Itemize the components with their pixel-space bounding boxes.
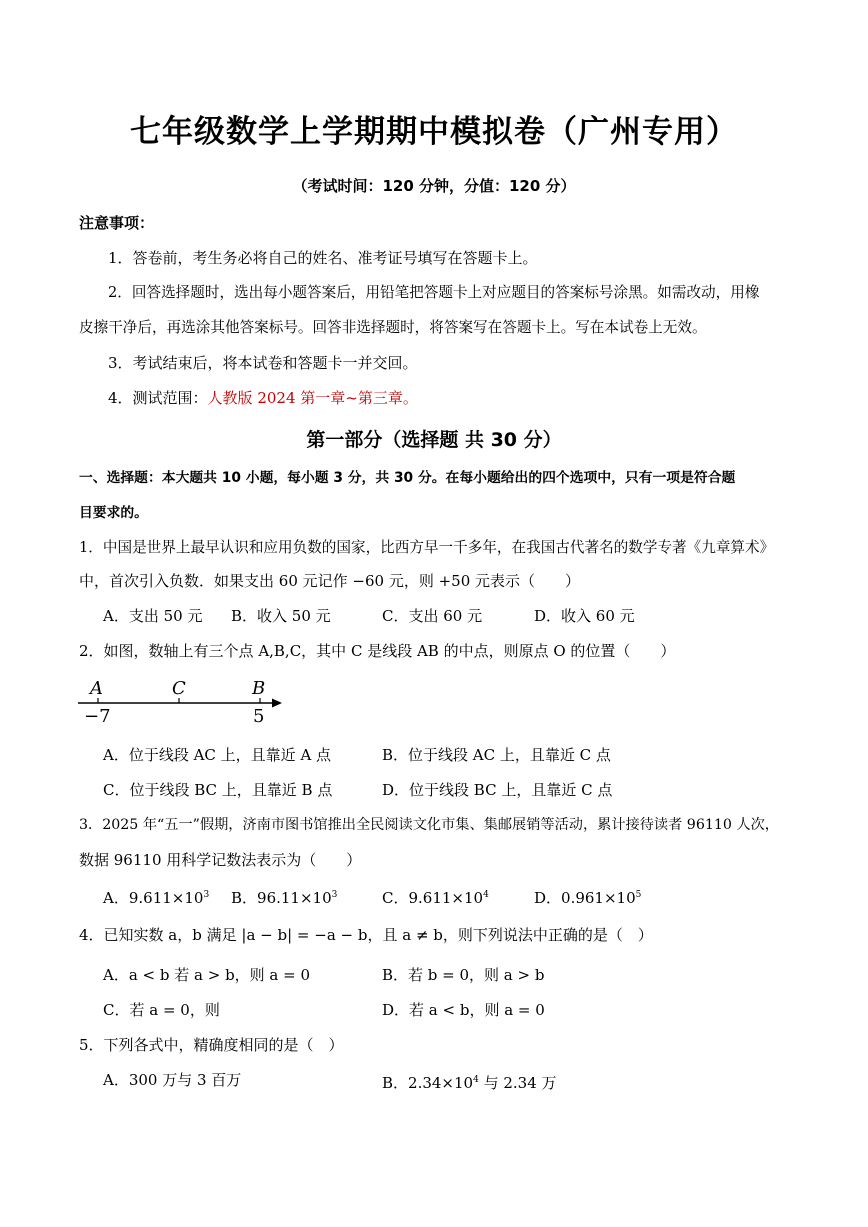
value-label-a: −7 — [84, 706, 111, 726]
q3-option-b-exponent: 3 — [331, 890, 338, 900]
q3-option-d-exponent: 5 — [635, 890, 642, 900]
q3-option-c-base: C．9.611×10 — [382, 889, 484, 907]
q5-option-b — [382, 1070, 557, 1093]
q4-option-b: B．若 b = 0，则 a > b — [382, 966, 545, 984]
q3-option-d — [534, 885, 641, 908]
q1-stem-line-2: 中，首次引入负数．如果支出 60 元记作 −60 元，则 +50 元表示（ ） — [79, 572, 581, 590]
q3-stem-line-2: 数据 96110 用科学记数法表示为（ ） — [79, 851, 362, 869]
q5-option-a: A．300 万与 3 百万 — [103, 1071, 242, 1089]
q3-option-c-exponent: 4 — [483, 890, 489, 900]
q1-option-a: A．支出 50 元 — [103, 607, 203, 625]
q3-option-a-base: A．9.611×10 — [103, 889, 204, 907]
q5-option-b-part-2: 与 2.34 万 — [478, 1074, 557, 1092]
notice-item-4-prefix: 4．测试范围： — [108, 389, 208, 407]
q3-option-c — [382, 885, 489, 908]
q4-option-d: D．若 a < b，则 a = 0 — [382, 1001, 545, 1019]
notice-heading: 注意事项： — [79, 214, 155, 232]
q3-option-b — [231, 885, 337, 908]
value-label-b: 5 — [253, 706, 265, 726]
q2-stem: 2．如图，数轴上有三个点 A,B,C，其中 C 是线段 AB 的中点，则原点 O 的位置（ ） — [79, 642, 676, 660]
test-scope: 人教版 2024 第一章~第三章。 — [207, 389, 418, 407]
q2-option-c: C．位于线段 BC 上，且靠近 B 点 — [103, 781, 333, 799]
q1-stem-line-1: 1．中国是世界上最早认识和应用负数的国家，比西方早一千多年，在我国古代著名的数学专著《九章算术》 — [79, 539, 775, 556]
point-label-c: C — [172, 678, 186, 699]
number-line-figure — [76, 676, 296, 726]
q4-option-a: A．a < b 若 a > b，则 a = 0 — [103, 966, 311, 984]
q2-option-d: D．位于线段 BC 上，且靠近 C 点 — [382, 781, 613, 799]
point-label-b: B — [252, 678, 266, 699]
q1-option-d: D．收入 60 元 — [534, 607, 635, 625]
page-title: 七年级数学上学期期中模拟卷（广州专用） — [130, 114, 738, 150]
q3-option-a-exponent: 3 — [203, 890, 210, 900]
q4-option-c: C．若 a = 0，则 — [103, 1001, 220, 1019]
q5-option-b-exponent: 4 — [473, 1075, 479, 1085]
q4-stem: 4．已知实数 a，b 满足 |a − b| = −a − b，且 a ≠ b，则下列说法中正确的是（ ） — [79, 926, 653, 944]
q2-option-b: B．位于线段 AC 上，且靠近 C 点 — [382, 746, 611, 764]
part1-title: 第一部分（选择题 共 30 分） — [306, 429, 562, 451]
q5-option-b-part-1: B．2.34×10 — [382, 1074, 474, 1092]
q3-option-a — [103, 885, 209, 908]
section1-instruction-line-1: 一、选择题：本大题共 10 小题，每小题 3 分，共 30 分。在每小题给出的四个选项中，只有一项是符合题 — [79, 470, 736, 486]
notice-item-2-line-2: 皮擦干净后，再选涂其他答案标号。回答非选择题时，将答案写在答题卡上。写在本试卷上无效。 — [79, 319, 707, 336]
notice-item-4 — [108, 388, 418, 408]
q5-stem: 5．下列各式中，精确度相同的是（ ） — [79, 1036, 344, 1054]
q3-option-d-base: D．0.961×10 — [534, 889, 636, 907]
q3-option-b-base: B．96.11×10 — [231, 889, 332, 907]
section1-instruction-line-2: 目要求的。 — [79, 505, 148, 521]
notice-item-2-line-1: 2．回答选择题时，选出每小题答案后，用铅笔把答题卡上对应题目的答案标号涂黑。如需改动，用橡 — [108, 284, 760, 301]
axis-arrow-icon — [272, 699, 282, 708]
notice-item-3: 3．考试结束后，将本试卷和答题卡一并交回。 — [108, 354, 418, 372]
q1-option-c: C．支出 60 元 — [382, 607, 483, 625]
q1-option-b: B．收入 50 元 — [231, 607, 331, 625]
exam-info: （考试时间：120 分钟，分值：120 分） — [292, 177, 576, 195]
q2-option-a: A．位于线段 AC 上，且靠近 A 点 — [103, 746, 332, 764]
q3-stem-line-1: 3．2025 年“五一”假期，济南市图书馆推出全民阅读文化市集、集邮展销等活动，累计接待读者 96110 人次， — [79, 817, 779, 833]
notice-item-1: 1．答卷前，考生务必将自己的姓名、准考证号填写在答题卡上。 — [108, 249, 538, 267]
point-label-a: A — [90, 678, 103, 699]
